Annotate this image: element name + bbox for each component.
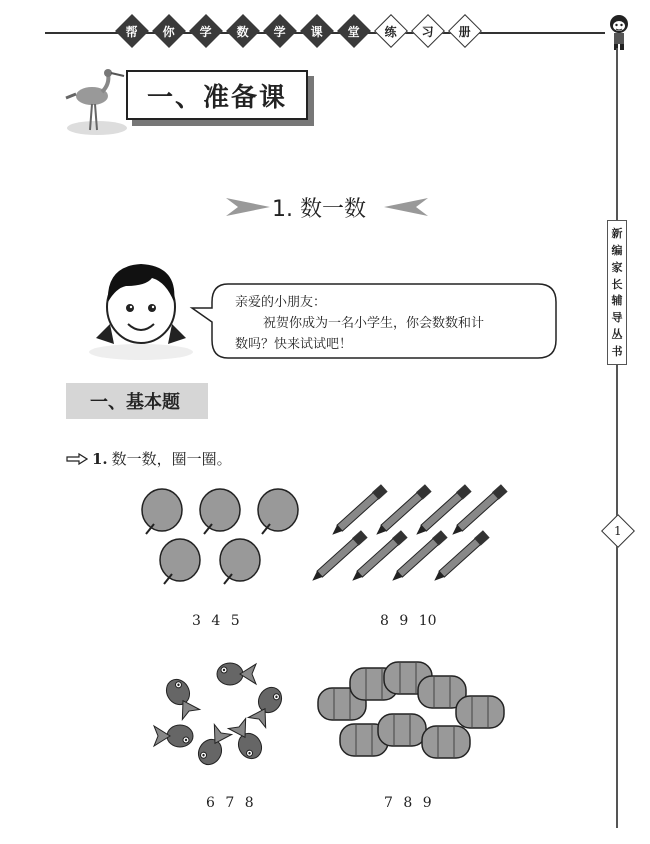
pointing-hand-icon (66, 452, 88, 466)
side-rule (616, 48, 618, 828)
side-char: 丛 (611, 328, 623, 342)
left-arrow-decoration (226, 196, 270, 218)
header-book-char: 练 (374, 14, 408, 48)
pepper-icon (456, 696, 504, 728)
right-arrow-decoration (384, 196, 428, 218)
question-number: 1. (92, 449, 108, 468)
section-title: 一、基本题 (90, 392, 180, 413)
apple-count-options: 3 4 5 (192, 613, 240, 629)
header-char: 课 (300, 14, 334, 48)
apple-icon (160, 539, 200, 584)
bubble-line: 数吗？快来试试吧！ (235, 337, 353, 352)
question-text: 数一数，圈一圈。 (111, 450, 232, 468)
girl-character-illustration (86, 252, 196, 362)
header-char: 帮 (115, 14, 149, 48)
pepper-count-options: 7 8 9 (384, 795, 432, 811)
side-char: 家 (611, 260, 623, 274)
header-char: 你 (152, 14, 186, 48)
question-1 (66, 448, 232, 469)
side-char: 长 (611, 277, 623, 291)
goldfish-icon (247, 683, 286, 728)
header-char: 学 (189, 14, 223, 48)
pepper-icon (378, 714, 426, 746)
pen-count-options: 8 9 10 (380, 613, 437, 629)
header-book-char: 习 (411, 14, 445, 48)
side-char: 导 (611, 311, 623, 325)
bubble-text (235, 292, 547, 355)
chapter-title: 一、准备课 (146, 82, 287, 113)
fish-count-options: 6 7 8 (206, 795, 254, 811)
pen-group-picture (312, 484, 512, 594)
goldfish-icon (194, 724, 233, 769)
side-char: 辅 (611, 294, 623, 308)
apple-icon (220, 539, 260, 584)
side-char: 书 (611, 345, 623, 359)
apple-icon (200, 489, 240, 534)
side-char: 新 (611, 226, 623, 240)
bubble-line: 祝贺你成为一名小学生，你会数数和计 (263, 316, 485, 331)
goldfish-icon (154, 725, 193, 747)
lesson-title: 1. 数一数 (272, 197, 366, 222)
goldfish-icon (227, 718, 266, 763)
fish-group-picture (150, 648, 300, 780)
chapter-banner (126, 70, 308, 120)
header-series-title (120, 19, 477, 43)
monkey-mascot-icon (606, 12, 632, 52)
pepper-icon (422, 726, 470, 758)
header-char: 学 (263, 14, 297, 48)
bubble-greeting: 亲爱的小朋友： (235, 295, 327, 310)
side-char: 编 (611, 243, 623, 257)
page-number: 1 (601, 514, 635, 548)
apple-icon (142, 489, 182, 534)
goldfish-icon (162, 675, 201, 720)
pepper-group-picture (312, 652, 512, 770)
series-side-label (607, 220, 627, 365)
crane-bird-illustration (62, 66, 132, 138)
header-char: 数 (226, 14, 260, 48)
header-char: 堂 (337, 14, 371, 48)
goldfish-icon (217, 663, 256, 685)
section-header (66, 383, 208, 419)
header-book-char: 册 (448, 14, 482, 48)
apple-group-picture (132, 480, 312, 590)
apple-icon (258, 489, 298, 534)
